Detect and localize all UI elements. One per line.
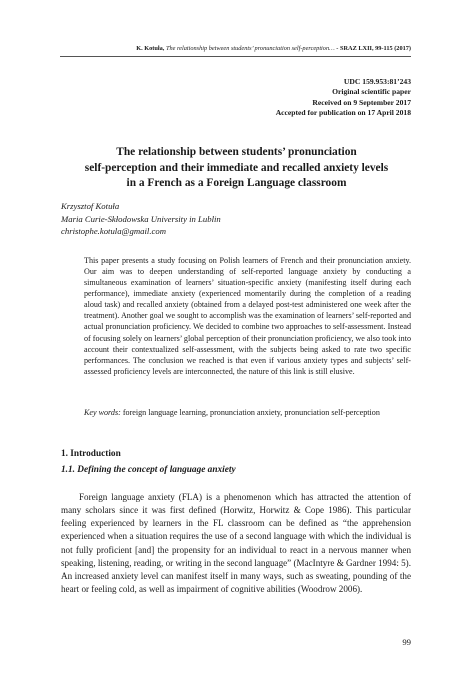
keywords (84, 407, 411, 419)
paper-title (40, 145, 433, 192)
running-head-article: The relationship between students’ pronunciation self-perception… (165, 45, 335, 52)
title-line-3: in a French as a Foreign Language classroom (126, 177, 347, 190)
udc-code: UDC 159.953:81’243 (343, 77, 411, 86)
section-heading: 1. Introduction (61, 449, 121, 459)
accepted-date: Accepted for publication on 17 April 2018 (275, 108, 411, 118)
running-head-author: K. Kotuła, (136, 45, 165, 52)
author-name: Krzysztof Kotuła (61, 201, 120, 211)
abstract: This paper presents a study focusing on Polish learners of French and their pronunciation anxiety. Our aim was to deepen understanding of self-reported language anxiety by conducting a simultaneous examination of learners’ situation-specific anxiety (manifesting itself during each performance), immediate anxiety (experienced momentarily during the completion of a reading aloud task) and recalled anxiety (obtained from a delayed post-test administered one week after the treatment). Another goal we sought to accomplish was the examination of learners’ self-reported and actual pronunciation proficiency. We decided to combine two approaches to self-assessment. Instead of focusing solely on learners’ global perception of their pronunciation proficiency, we also took into account their contextualized self-assessment, with the subjects being asked to rate two specific performances. The conclusion we reached is that even if various anxiety types and subjects’ self-assessed proficiency levels are interconnected, the nature of this link is still elusive. (84, 256, 411, 376)
running-head-journal: - SRAZ LXII, 99-115 (2017) (336, 45, 411, 52)
author-affiliation: Maria Curie-Skłodowska University in Lublin (61, 213, 221, 224)
body-paragraph: Foreign language anxiety (FLA) is a phenomenon which has attracted the attention of many scholars since it was first defined (Horwitz, Horwitz & Cope 1986). This particular feeling experienced by learners in the FL classroom can be defined as “the apprehension experienced when a situation requires the use of a second language with which the individual is not fully proficient [and] the propensity for an individual to react in a nervous manner when speaking, listening, reading, or writing in the second language” (MacIntyre & Gardner 1994: 5). An increased anxiety level can manifest itself in many ways, such as sweating, pounding of the heart or feeling cold, as well as impairment of cognitive abilities (Woodrow 2006). (61, 492, 411, 595)
article-metadata (276, 77, 411, 119)
keywords-label: Key words: (84, 408, 121, 417)
title-line-2: self-perception and their immediate and recalled anxiety levels (84, 161, 389, 174)
author-block (61, 200, 221, 238)
subsection-heading: 1.1. Defining the concept of language anxiety (61, 465, 236, 475)
received-date: Received on 9 September 2017 (312, 97, 411, 107)
keywords-text: foreign language learning, pronunciation anxiety, pronunciation self-perception (122, 408, 380, 417)
running-head (60, 44, 411, 57)
page-number: 99 (402, 637, 411, 647)
paper-type: Original scientific paper (332, 87, 411, 97)
title-line-1: The relationship between students’ pronunciation (116, 146, 357, 158)
author-email[interactable]: christophe.kotula@gmail.com (61, 226, 166, 237)
